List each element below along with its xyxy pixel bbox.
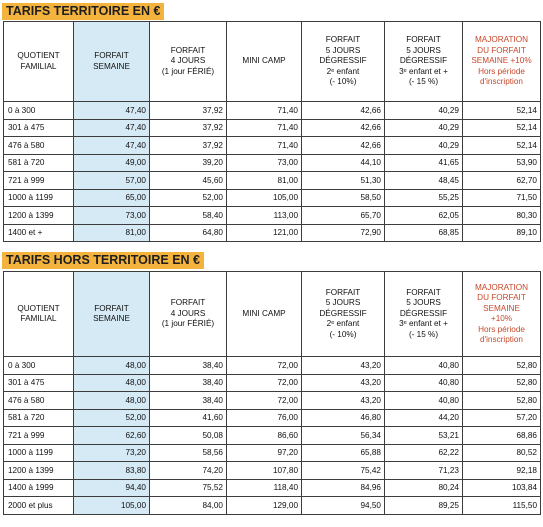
cell-degressif-2e-enfant: 75,42 (302, 462, 385, 480)
cell-quotient: 301 à 475 (4, 374, 74, 392)
cell-mini-camp: 76,00 (227, 409, 302, 427)
cell-degressif-3e-enfant: 89,25 (385, 497, 463, 515)
cell-degressif-3e-enfant: 55,25 (385, 189, 463, 207)
header-mini-camp: MINI CAMP (227, 22, 302, 102)
cell-quotient: 2000 et plus (4, 497, 74, 515)
cell-forfait-4-jours: 38,40 (150, 357, 227, 375)
cell-quotient: 476 à 580 (4, 392, 74, 410)
cell-majoration: 92,18 (463, 462, 541, 480)
section-title-territoire: TARIFS TERRITOIRE EN € (2, 3, 164, 20)
cell-quotient: 0 à 300 (4, 357, 74, 375)
header-mini-camp: MINI CAMP (227, 272, 302, 357)
cell-mini-camp: 107,80 (227, 462, 302, 480)
cell-forfait-semaine: 83,80 (74, 462, 150, 480)
table-row (4, 444, 541, 462)
cell-forfait-4-jours: 39,20 (150, 154, 227, 172)
cell-forfait-4-jours: 64,80 (150, 224, 227, 242)
cell-forfait-4-jours: 37,92 (150, 119, 227, 137)
cell-forfait-semaine: 48,00 (74, 357, 150, 375)
cell-degressif-2e-enfant: 58,50 (302, 189, 385, 207)
cell-forfait-4-jours: 38,40 (150, 374, 227, 392)
table-row (4, 172, 541, 190)
cell-quotient: 581 à 720 (4, 409, 74, 427)
cell-forfait-semaine: 49,00 (74, 154, 150, 172)
cell-degressif-3e-enfant: 40,80 (385, 357, 463, 375)
table-row (4, 137, 541, 155)
cell-degressif-2e-enfant: 65,70 (302, 207, 385, 225)
cell-degressif-2e-enfant: 94,50 (302, 497, 385, 515)
cell-quotient: 721 à 999 (4, 427, 74, 445)
cell-majoration: 80,30 (463, 207, 541, 225)
cell-degressif-3e-enfant: 80,24 (385, 479, 463, 497)
cell-degressif-3e-enfant: 41,65 (385, 154, 463, 172)
table-row (4, 189, 541, 207)
cell-forfait-4-jours: 50,08 (150, 427, 227, 445)
cell-quotient: 1000 à 1199 (4, 189, 74, 207)
cell-majoration: 89,10 (463, 224, 541, 242)
cell-mini-camp: 129,00 (227, 497, 302, 515)
table-row (4, 374, 541, 392)
cell-degressif-3e-enfant: 62,05 (385, 207, 463, 225)
cell-majoration: 53,90 (463, 154, 541, 172)
cell-forfait-4-jours: 38,40 (150, 392, 227, 410)
table-row (4, 479, 541, 497)
cell-forfait-semaine: 94,40 (74, 479, 150, 497)
header-forfait-4-jours: FORFAIT 4 JOURS (1 jour FÉRIÉ) (150, 22, 227, 102)
cell-degressif-2e-enfant: 43,20 (302, 374, 385, 392)
header-majoration: MAJORATION DU FORFAIT SEMAINE +10% Hors période d'inscription (463, 272, 541, 357)
table-row (4, 497, 541, 515)
cell-mini-camp: 113,00 (227, 207, 302, 225)
header-quotient-familial: QUOTIENT FAMILIAL (4, 272, 74, 357)
cell-degressif-3e-enfant: 40,80 (385, 374, 463, 392)
cell-mini-camp: 72,00 (227, 374, 302, 392)
cell-majoration: 115,50 (463, 497, 541, 515)
cell-forfait-semaine: 105,00 (74, 497, 150, 515)
cell-degressif-3e-enfant: 53,21 (385, 427, 463, 445)
cell-mini-camp: 121,00 (227, 224, 302, 242)
header-degressif-3e-enfant: FORFAIT 5 JOURS DÉGRESSIF 3ᵉ enfant et + (- 15 %) (385, 22, 463, 102)
cell-quotient: 1400 à 1999 (4, 479, 74, 497)
cell-forfait-4-jours: 58,40 (150, 207, 227, 225)
table-row (4, 207, 541, 225)
cell-forfait-4-jours: 41,60 (150, 409, 227, 427)
cell-mini-camp: 86,60 (227, 427, 302, 445)
cell-forfait-semaine: 47,40 (74, 137, 150, 155)
cell-degressif-2e-enfant: 43,20 (302, 392, 385, 410)
cell-degressif-3e-enfant: 40,29 (385, 102, 463, 120)
cell-forfait-semaine: 52,00 (74, 409, 150, 427)
table-row (4, 392, 541, 410)
cell-quotient: 721 à 999 (4, 172, 74, 190)
cell-mini-camp: 73,00 (227, 154, 302, 172)
cell-mini-camp: 71,40 (227, 119, 302, 137)
cell-degressif-2e-enfant: 43,20 (302, 357, 385, 375)
cell-forfait-semaine: 62,60 (74, 427, 150, 445)
table-row (4, 154, 541, 172)
header-degressif-3e-enfant: FORFAIT 5 JOURS DÉGRESSIF 3ᵉ enfant et + (- 15 %) (385, 272, 463, 357)
cell-degressif-3e-enfant: 44,20 (385, 409, 463, 427)
cell-majoration: 62,70 (463, 172, 541, 190)
cell-degressif-3e-enfant: 62,22 (385, 444, 463, 462)
cell-forfait-4-jours: 58,56 (150, 444, 227, 462)
cell-quotient: 1000 à 1199 (4, 444, 74, 462)
header-degressif-2e-enfant: FORFAIT 5 JOURS DÉGRESSIF 2ᵉ enfant (- 10%) (302, 272, 385, 357)
cell-mini-camp: 105,00 (227, 189, 302, 207)
cell-degressif-3e-enfant: 68,85 (385, 224, 463, 242)
cell-quotient: 1400 et + (4, 224, 74, 242)
cell-mini-camp: 97,20 (227, 444, 302, 462)
cell-majoration: 57,20 (463, 409, 541, 427)
cell-mini-camp: 71,40 (227, 102, 302, 120)
cell-degressif-2e-enfant: 42,66 (302, 119, 385, 137)
header-quotient-familial: QUOTIENT FAMILIAL (4, 22, 74, 102)
cell-forfait-semaine: 65,00 (74, 189, 150, 207)
cell-quotient: 0 à 300 (4, 102, 74, 120)
cell-majoration: 103,84 (463, 479, 541, 497)
cell-forfait-semaine: 47,40 (74, 119, 150, 137)
header-forfait-semaine: FORFAIT SEMAINE (74, 22, 150, 102)
cell-degressif-3e-enfant: 40,29 (385, 137, 463, 155)
table-row (4, 102, 541, 120)
cell-mini-camp: 81,00 (227, 172, 302, 190)
cell-degressif-2e-enfant: 56,34 (302, 427, 385, 445)
cell-majoration: 52,14 (463, 119, 541, 137)
cell-degressif-2e-enfant: 84,96 (302, 479, 385, 497)
cell-quotient: 301 à 475 (4, 119, 74, 137)
cell-forfait-4-jours: 52,00 (150, 189, 227, 207)
cell-quotient: 1200 à 1399 (4, 462, 74, 480)
header-majoration: MAJORATION DU FORFAIT SEMAINE +10% Hors période d'inscription (463, 22, 541, 102)
cell-forfait-semaine: 73,20 (74, 444, 150, 462)
cell-quotient: 476 à 580 (4, 137, 74, 155)
cell-degressif-2e-enfant: 51,30 (302, 172, 385, 190)
cell-forfait-semaine: 81,00 (74, 224, 150, 242)
header-forfait-semaine: FORFAIT SEMAINE (74, 272, 150, 357)
cell-degressif-3e-enfant: 40,80 (385, 392, 463, 410)
cell-majoration: 52,14 (463, 102, 541, 120)
cell-forfait-4-jours: 45,60 (150, 172, 227, 190)
tarifs-territoire-table (3, 21, 541, 242)
cell-forfait-semaine: 47,40 (74, 102, 150, 120)
cell-degressif-3e-enfant: 71,23 (385, 462, 463, 480)
tarifs-hors-territoire-table (3, 271, 541, 515)
cell-degressif-2e-enfant: 42,66 (302, 137, 385, 155)
cell-majoration: 52,80 (463, 374, 541, 392)
cell-degressif-2e-enfant: 44,10 (302, 154, 385, 172)
cell-degressif-2e-enfant: 42,66 (302, 102, 385, 120)
cell-mini-camp: 71,40 (227, 137, 302, 155)
header-forfait-4-jours: FORFAIT 4 JOURS (1 jour FÉRIÉ) (150, 272, 227, 357)
cell-degressif-3e-enfant: 48,45 (385, 172, 463, 190)
cell-majoration: 52,80 (463, 357, 541, 375)
cell-degressif-3e-enfant: 40,29 (385, 119, 463, 137)
cell-forfait-4-jours: 74,20 (150, 462, 227, 480)
cell-quotient: 581 à 720 (4, 154, 74, 172)
cell-degressif-2e-enfant: 46,80 (302, 409, 385, 427)
cell-mini-camp: 118,40 (227, 479, 302, 497)
cell-mini-camp: 72,00 (227, 392, 302, 410)
cell-forfait-semaine: 73,00 (74, 207, 150, 225)
cell-forfait-4-jours: 37,92 (150, 102, 227, 120)
cell-mini-camp: 72,00 (227, 357, 302, 375)
cell-majoration: 68,86 (463, 427, 541, 445)
cell-degressif-2e-enfant: 65,88 (302, 444, 385, 462)
table-header-row (4, 22, 541, 102)
table-row (4, 409, 541, 427)
cell-majoration: 71,50 (463, 189, 541, 207)
table-header-row (4, 272, 541, 357)
cell-forfait-4-jours: 84,00 (150, 497, 227, 515)
cell-forfait-4-jours: 75,52 (150, 479, 227, 497)
cell-quotient: 1200 à 1399 (4, 207, 74, 225)
cell-forfait-semaine: 48,00 (74, 374, 150, 392)
cell-forfait-4-jours: 37,92 (150, 137, 227, 155)
table-row (4, 462, 541, 480)
cell-forfait-semaine: 48,00 (74, 392, 150, 410)
table-row (4, 427, 541, 445)
cell-majoration: 52,14 (463, 137, 541, 155)
cell-majoration: 52,80 (463, 392, 541, 410)
cell-degressif-2e-enfant: 72,90 (302, 224, 385, 242)
section-title-hors-territoire: TARIFS HORS TERRITOIRE EN € (2, 252, 204, 269)
table-row (4, 357, 541, 375)
table-row (4, 119, 541, 137)
cell-forfait-semaine: 57,00 (74, 172, 150, 190)
table-row (4, 224, 541, 242)
cell-majoration: 80,52 (463, 444, 541, 462)
header-degressif-2e-enfant: FORFAIT 5 JOURS DÉGRESSIF 2ᵉ enfant (- 10%) (302, 22, 385, 102)
